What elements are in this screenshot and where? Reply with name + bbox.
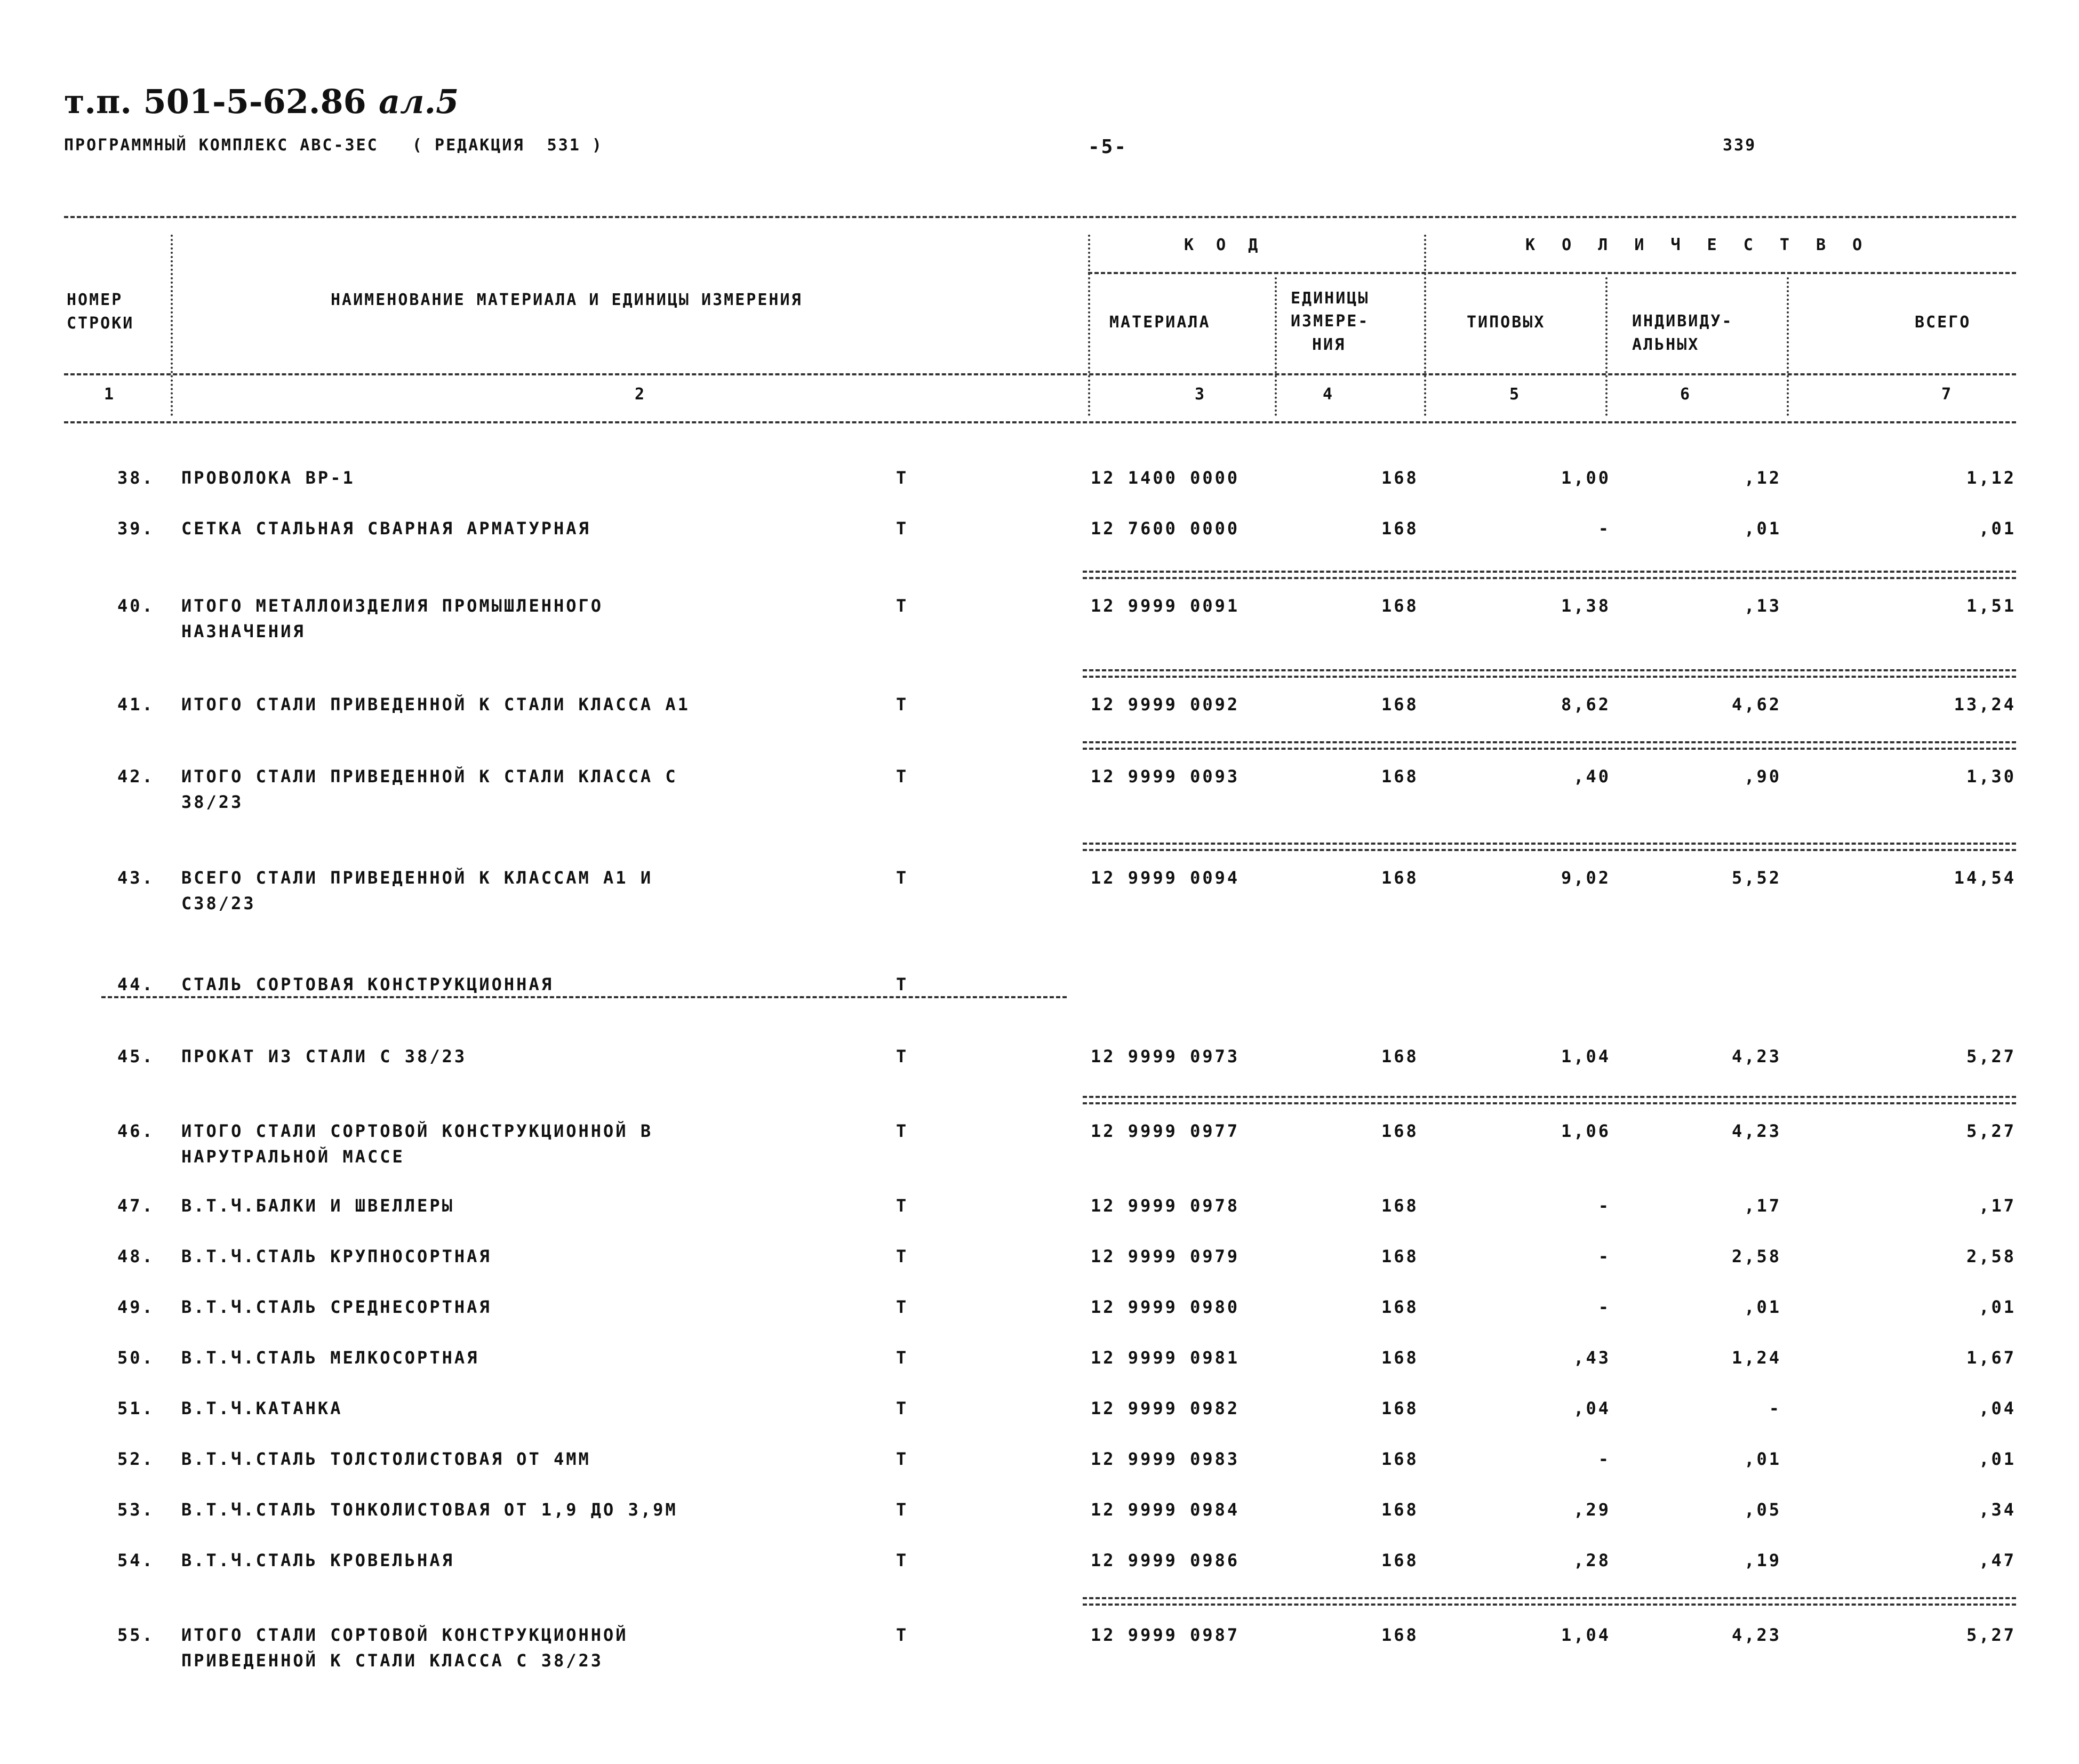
row-number: 55. <box>117 1625 155 1645</box>
col-divider <box>1424 235 1426 416</box>
row-qty-individual: 5,52 <box>1731 868 1781 888</box>
row-name: ВСЕГО СТАЛИ ПРИВЕДЕННОЙ К КЛАССАМ А1 И <box>181 868 653 888</box>
col-number: 4 <box>1323 385 1334 404</box>
header-row-num-l2: СТРОКИ <box>67 314 134 333</box>
row-unit-code: 168 <box>1381 1550 1419 1570</box>
total-separator <box>1083 571 2016 579</box>
row-qty-typical: 1,04 <box>1561 1625 1611 1645</box>
row-material-code: 12 7600 0000 <box>1091 518 1240 539</box>
row-unit: Т <box>896 1046 909 1067</box>
row-unit: Т <box>896 1398 909 1418</box>
row-name: В.Т.Ч.СТАЛЬ СРЕДНЕСОРТНАЯ <box>181 1297 492 1317</box>
row-name: В.Т.Ч.БАЛКИ И ШВЕЛЛЕРЫ <box>181 1196 454 1216</box>
row-unit: Т <box>896 1196 909 1216</box>
row-name: ИТОГО СТАЛИ СОРТОВОЙ КОНСТРУКЦИОННОЙ В <box>181 1121 653 1141</box>
row-qty-individual: 1,24 <box>1731 1348 1781 1368</box>
row-unit-code: 168 <box>1381 1046 1419 1067</box>
row-qty-typical: 1,04 <box>1561 1046 1611 1067</box>
row-qty-total: 1,30 <box>1966 766 2016 787</box>
header-unit-l3: НИЯ <box>1312 335 1346 354</box>
row-number: 40. <box>117 596 155 616</box>
row-qty-individual: 2,58 <box>1731 1246 1781 1266</box>
row-qty-typical: - <box>1598 1246 1611 1266</box>
row-material-code: 12 9999 0986 <box>1091 1550 1240 1570</box>
col-divider <box>1275 277 1277 416</box>
row-unit-code: 168 <box>1381 1196 1419 1216</box>
col-number: 3 <box>1195 385 1206 404</box>
row-unit-code: 168 <box>1381 1246 1419 1266</box>
header-unit-l2: ИЗМЕРЕ- <box>1291 312 1370 331</box>
row-number: 45. <box>117 1046 155 1067</box>
row-qty-individual: ,01 <box>1744 1449 1781 1469</box>
row-unit-code: 168 <box>1381 468 1419 488</box>
col-divider <box>1605 277 1608 416</box>
header-indiv-l1: ИНДИВИДУ- <box>1632 312 1733 331</box>
row-material-code: 12 1400 0000 <box>1091 468 1240 488</box>
row-qty-individual: 4,23 <box>1731 1046 1781 1067</box>
row-unit: Т <box>896 1348 909 1368</box>
row-unit: Т <box>896 1500 909 1520</box>
row-qty-typical: - <box>1598 1196 1611 1216</box>
row-qty-total: ,04 <box>1979 1398 2016 1418</box>
row-material-code: 12 9999 0980 <box>1091 1297 1240 1317</box>
row-unit: Т <box>896 694 909 715</box>
header-material: МАТЕРИАЛА <box>1109 313 1211 332</box>
row-qty-total: ,34 <box>1979 1500 2016 1520</box>
header-group-rule <box>1088 272 2016 274</box>
row-qty-typical: - <box>1598 1449 1611 1469</box>
row-qty-typical: 9,02 <box>1561 868 1611 888</box>
col-number: 6 <box>1680 385 1692 404</box>
row-name: СТАЛЬ СОРТОВАЯ КОНСТРУКЦИОННАЯ <box>181 974 554 995</box>
row-qty-total: 13,24 <box>1954 694 2016 715</box>
row-name: ИТОГО СТАЛИ ПРИВЕДЕННОЙ К СТАЛИ КЛАССА А1 <box>181 694 690 715</box>
row-qty-individual: ,17 <box>1744 1196 1781 1216</box>
row-material-code: 12 9999 0979 <box>1091 1246 1240 1266</box>
row-unit: Т <box>896 974 909 995</box>
row-unit: Т <box>896 868 909 888</box>
row-number: 44. <box>117 974 155 995</box>
col-divider <box>1088 235 1090 416</box>
row-material-code: 12 9999 0977 <box>1091 1121 1240 1141</box>
row-qty-individual: ,13 <box>1744 596 1781 616</box>
total-separator <box>1083 1597 2016 1606</box>
row-name: В.Т.Ч.СТАЛЬ ТОЛСТОЛИСТОВАЯ ОТ 4ММ <box>181 1449 591 1469</box>
header-typical: ТИПОВЫХ <box>1467 313 1546 332</box>
row-qty-typical: ,43 <box>1573 1348 1611 1368</box>
row-name: В.Т.Ч.СТАЛЬ КРОВЕЛЬНАЯ <box>181 1550 454 1570</box>
total-separator <box>1083 669 2016 678</box>
row-qty-total: 14,54 <box>1954 868 2016 888</box>
row-unit-code: 168 <box>1381 1121 1419 1141</box>
row-number: 41. <box>117 694 155 715</box>
row-number: 54. <box>117 1550 155 1570</box>
total-separator <box>1083 1096 2016 1104</box>
row-qty-total: ,01 <box>1979 1449 2016 1469</box>
row-number: 39. <box>117 518 155 539</box>
row-qty-typical: ,04 <box>1573 1398 1611 1418</box>
row-qty-individual: 4,62 <box>1731 694 1781 715</box>
row-number: 52. <box>117 1449 155 1469</box>
col-number: 2 <box>635 385 646 404</box>
row-material-code: 12 9999 0982 <box>1091 1398 1240 1418</box>
row-qty-total: ,17 <box>1979 1196 2016 1216</box>
col-number: 7 <box>1941 385 1953 404</box>
row-number: 47. <box>117 1196 155 1216</box>
row-unit: Т <box>896 766 909 787</box>
row-name-cont: НАЗНАЧЕНИЯ <box>181 621 306 642</box>
row-unit: Т <box>896 1550 909 1570</box>
header-indiv-l2: АЛЬНЫХ <box>1632 335 1700 354</box>
row-qty-total: 5,27 <box>1966 1046 2016 1067</box>
row-name-cont: С38/23 <box>181 893 256 913</box>
row-material-code: 12 9999 0094 <box>1091 868 1240 888</box>
row-qty-individual: - <box>1769 1398 1781 1418</box>
row-material-code: 12 9999 0987 <box>1091 1625 1240 1645</box>
row-unit: Т <box>896 596 909 616</box>
row-qty-total: ,01 <box>1979 518 2016 539</box>
row-qty-individual: ,19 <box>1744 1550 1781 1570</box>
row-qty-typical: 8,62 <box>1561 694 1611 715</box>
header-qty-group: К О Л И Ч Е С Т В О <box>1525 236 1871 254</box>
row-unit: Т <box>896 1625 909 1645</box>
row-unit-code: 168 <box>1381 1449 1419 1469</box>
row-qty-typical: 1,00 <box>1561 468 1611 488</box>
row-qty-total: 1,12 <box>1966 468 2016 488</box>
row-material-code: 12 9999 0981 <box>1091 1348 1240 1368</box>
row-material-code: 12 9999 0973 <box>1091 1046 1240 1067</box>
row-unit: Т <box>896 468 909 488</box>
row-material-code: 12 9999 0093 <box>1091 766 1240 787</box>
row-material-code: 12 9999 0091 <box>1091 596 1240 616</box>
row-unit-code: 168 <box>1381 766 1419 787</box>
row-qty-individual: ,90 <box>1744 766 1781 787</box>
row-name: В.Т.Ч.СТАЛЬ ТОНКОЛИСТОВАЯ ОТ 1,9 ДО 3,9М <box>181 1500 678 1520</box>
row-unit: Т <box>896 1246 909 1266</box>
row-qty-total: ,01 <box>1979 1297 2016 1317</box>
row-material-code: 12 9999 0092 <box>1091 694 1240 715</box>
row-name: СЕТКА СТАЛЬНАЯ СВАРНАЯ АРМАТУРНАЯ <box>181 518 591 539</box>
page-marker: -5- <box>1088 136 1128 158</box>
row-qty-individual: 4,23 <box>1731 1121 1781 1141</box>
row-qty-individual: 4,23 <box>1731 1625 1781 1645</box>
row-number: 38. <box>117 468 155 488</box>
header-total: ВСЕГО <box>1915 313 1971 332</box>
header-code-group: К О Д <box>1184 236 1265 254</box>
row-qty-total: 5,27 <box>1966 1625 2016 1645</box>
row-number: 51. <box>117 1398 155 1418</box>
row-name: В.Т.Ч.КАТАНКА <box>181 1398 343 1418</box>
row-material-code: 12 9999 0983 <box>1091 1449 1240 1469</box>
row-qty-total: 2,58 <box>1966 1246 2016 1266</box>
row-number: 42. <box>117 766 155 787</box>
row-qty-typical: ,40 <box>1573 766 1611 787</box>
row-unit-code: 168 <box>1381 1348 1419 1368</box>
total-separator <box>1083 741 2016 750</box>
row-qty-typical: 1,38 <box>1561 596 1611 616</box>
row-unit-code: 168 <box>1381 1625 1419 1645</box>
row-name-cont: 38/23 <box>181 792 244 812</box>
header-top-rule <box>64 216 2016 218</box>
header-name: НАИМЕНОВАНИЕ МАТЕРИАЛА И ЕДИНИЦЫ ИЗМЕРЕНИЯ <box>331 291 803 309</box>
header-row-num-l1: НОМЕР <box>67 291 123 309</box>
row-number: 43. <box>117 868 155 888</box>
row-unit-code: 168 <box>1381 1398 1419 1418</box>
row-qty-total: 5,27 <box>1966 1121 2016 1141</box>
row-number: 46. <box>117 1121 155 1141</box>
row-qty-typical: - <box>1598 1297 1611 1317</box>
row-unit-code: 168 <box>1381 868 1419 888</box>
col-divider <box>171 235 173 416</box>
row-qty-typical: ,29 <box>1573 1500 1611 1520</box>
sheet-number: 339 <box>1723 136 1757 155</box>
row-qty-typical: - <box>1598 518 1611 539</box>
col-number: 5 <box>1509 385 1521 404</box>
program-line: ПРОГРАММНЫЙ КОМПЛЕКС АВС-ЗЕС ( РЕДАКЦИЯ 531 ) <box>64 136 603 155</box>
colnum-rule <box>64 421 2016 423</box>
row-name: ПРОВОЛОКА ВР-1 <box>181 468 355 488</box>
row-unit-code: 168 <box>1381 596 1419 616</box>
section-underline <box>101 996 1067 998</box>
header-unit-l1: ЕДИНИЦЫ <box>1291 289 1370 308</box>
row-unit: Т <box>896 1297 909 1317</box>
row-name: ИТОГО СТАЛИ СОРТОВОЙ КОНСТРУКЦИОННОЙ <box>181 1625 628 1645</box>
row-number: 53. <box>117 1500 155 1520</box>
row-qty-typical: 1,06 <box>1561 1121 1611 1141</box>
row-unit: Т <box>896 518 909 539</box>
row-unit-code: 168 <box>1381 1297 1419 1317</box>
row-material-code: 12 9999 0984 <box>1091 1500 1240 1520</box>
row-unit-code: 168 <box>1381 694 1419 715</box>
row-name: В.Т.Ч.СТАЛЬ МЕЛКОСОРТНАЯ <box>181 1348 479 1368</box>
row-number: 49. <box>117 1297 155 1317</box>
row-name-cont: НАРУТРАЛЬНОЙ МАССЕ <box>181 1146 405 1167</box>
row-name-cont: ПРИВЕДЕННОЙ К СТАЛИ КЛАССА С 38/23 <box>181 1650 604 1671</box>
row-number: 50. <box>117 1348 155 1368</box>
row-qty-typical: ,28 <box>1573 1550 1611 1570</box>
col-number: 1 <box>104 385 116 404</box>
row-name: ИТОГО МЕТАЛЛОИЗДЕЛИЯ ПРОМЫШЛЕННОГО <box>181 596 604 616</box>
row-qty-individual: ,01 <box>1744 518 1781 539</box>
col-divider <box>1787 277 1789 416</box>
row-unit-code: 168 <box>1381 1500 1419 1520</box>
row-unit-code: 168 <box>1381 518 1419 539</box>
header-rule <box>64 373 2016 375</box>
row-qty-total: 1,67 <box>1966 1348 2016 1368</box>
handwritten-note: ал.5 <box>379 82 459 121</box>
total-separator <box>1083 843 2016 851</box>
row-unit: Т <box>896 1121 909 1141</box>
row-name: ИТОГО СТАЛИ ПРИВЕДЕННОЙ К СТАЛИ КЛАССА С <box>181 766 678 787</box>
row-number: 48. <box>117 1246 155 1266</box>
row-name: ПРОКАТ ИЗ СТАЛИ С 38/23 <box>181 1046 467 1067</box>
row-qty-total: ,47 <box>1979 1550 2016 1570</box>
handwritten-code: т.п. 501-5-62.86 <box>64 82 366 121</box>
row-qty-individual: ,05 <box>1744 1500 1781 1520</box>
row-qty-total: 1,51 <box>1966 596 2016 616</box>
row-unit: Т <box>896 1449 909 1469</box>
row-material-code: 12 9999 0978 <box>1091 1196 1240 1216</box>
row-qty-individual: ,01 <box>1744 1297 1781 1317</box>
row-qty-individual: ,12 <box>1744 468 1781 488</box>
row-name: В.Т.Ч.СТАЛЬ КРУПНОСОРТНАЯ <box>181 1246 492 1266</box>
